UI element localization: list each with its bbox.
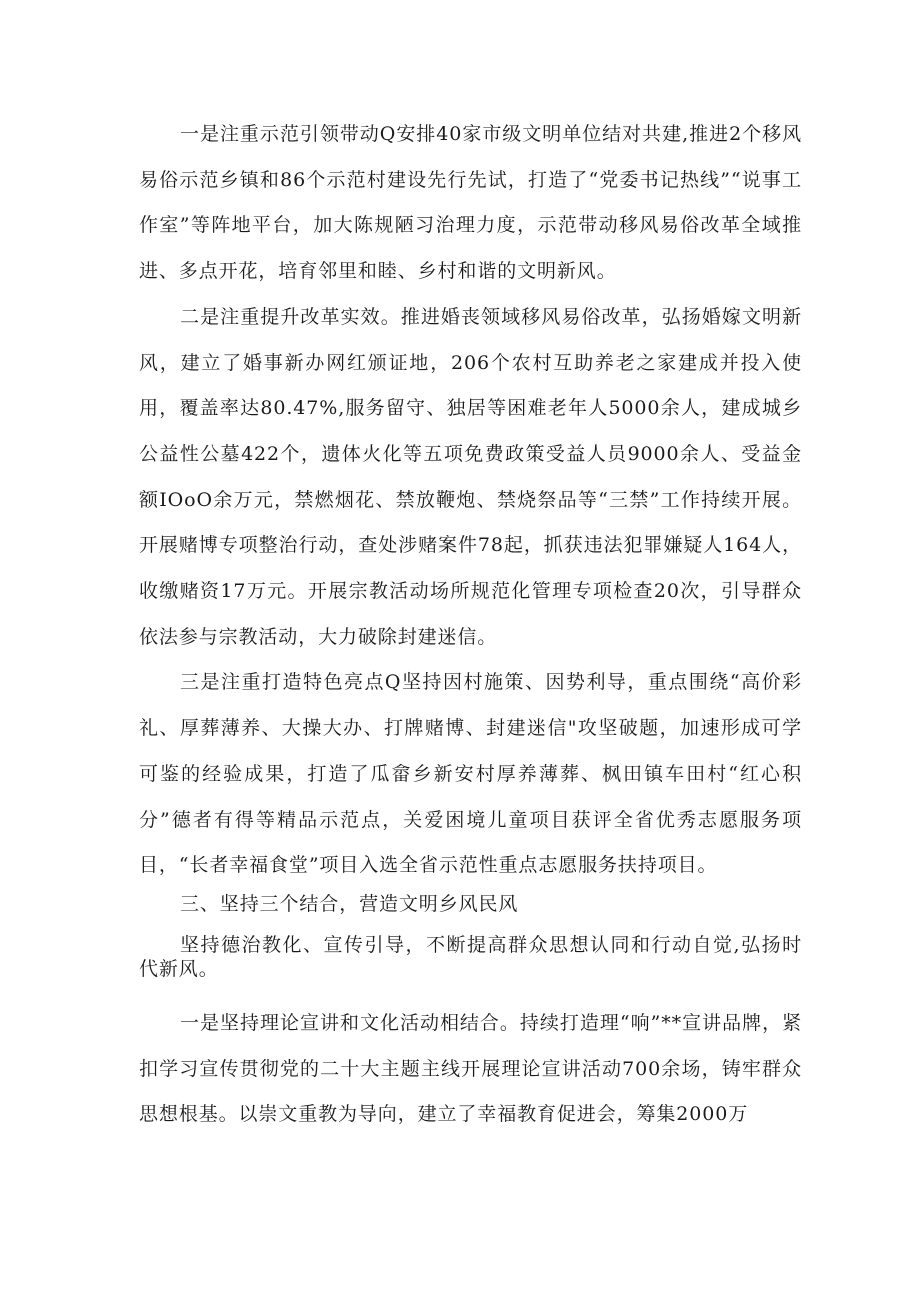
- paragraph-reform-effect: 二是注重提升改革实效。推进婚丧领域移风易俗改革，弘扬婚嫁文明新风，建立了婚事新办网红颁证地，206个农村互助养老之家建成并投入使用，覆盖率达80.47%,服务留守、独居等困难老年人5000余人，建成城乡公益性公墓422个，遗体火化等五项免费政策受益人员9000余人、受益金额IOoO余万元，禁燃烟花、禁放鞭炮、禁烧祭品等“三禁”工作持续开展。开展赌博专项整治行动，查处涉赌案件78起，抓获违法犯罪嫌疑人164人，收缴赌资17万元。开展宗教活动场所规范化管理专项检查20次，引导群众依法参与宗教活动，大力破除封建迷信。: [139, 305, 802, 648]
- section-heading: 三、坚持三个结合，营造文明乡风民风: [180, 892, 519, 915]
- paragraph-demonstration: 一是注重示范引领带动Q安排40家市级文明单位结对共建,推进2个移风易俗示范乡镇和86个示范村建设先行先试，打造了“党委书记热线”“说事工作室”等阵地平台，加大陈规陋习治理力度，示范带动移风易俗改革全域推进、多点开花，培育邻里和睦、乡村和谐的文明新风。: [139, 123, 802, 283]
- paragraph-theory-culture: 一是坚持理论宣讲和文化活动相结合。持续打造理“响”**宣讲品牌，紧扣学习宣传贯彻党的二十大主题主线开展理论宣讲活动700余场，铸牢群众思想根基。以崇文重教为导向，建立了幸福教育促进会，筹集2000万: [139, 1011, 802, 1126]
- document-body: [139, 112, 802, 1138]
- paragraph-intro: 坚持德治教化、宣传引导，不断提高群众思想认同和行动自觉,弘扬时代新风。: [139, 933, 802, 980]
- paragraph-highlights: 三是注重打造特色亮点Q坚持因村施策、因势利导，重点围绕“高价彩礼、厚葬薄养、大操大办、打牌赌博、封建迷信"攻坚破题，加速形成可学可鉴的经验成果，打造了瓜畲乡新安村厚养薄葬、枫田镇车田村“红心积分”德者有得等精品示范点，关爱困境儿童项目获评全省优秀志愿服务项目，“长者幸福食堂”项目入选全省示范性重点志愿服务扶持项目。: [139, 671, 802, 877]
